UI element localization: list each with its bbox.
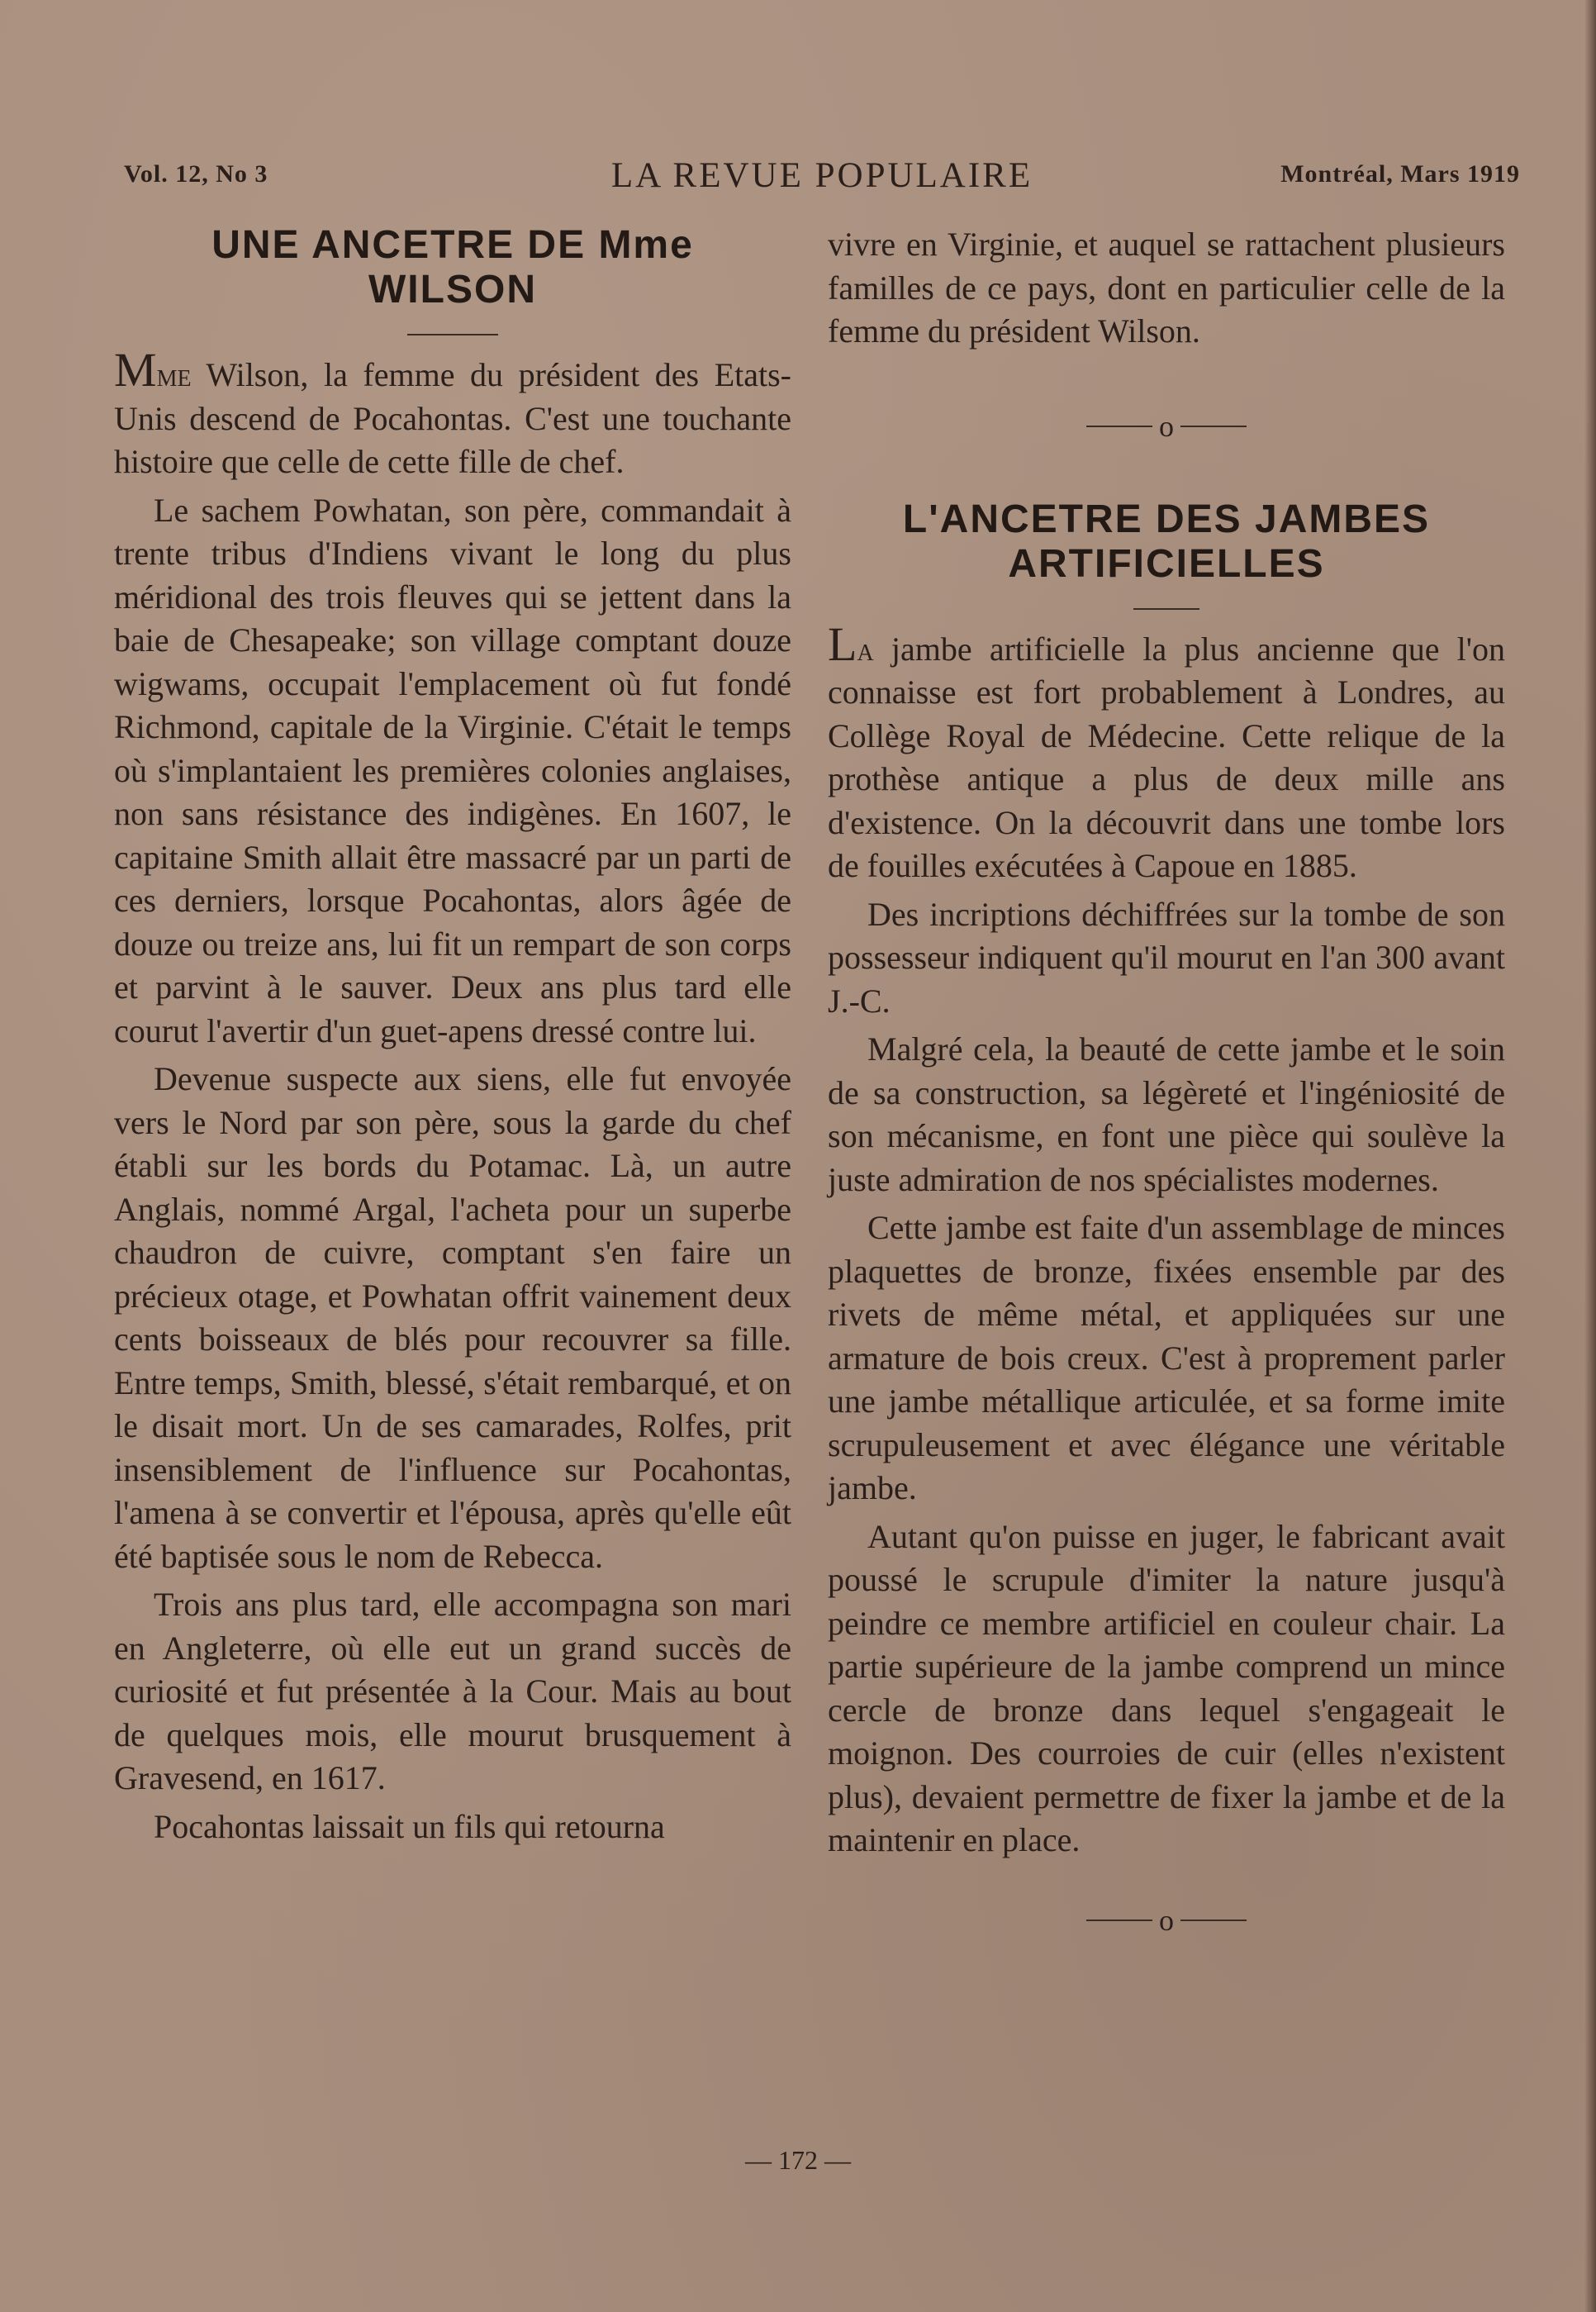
paragraph: Cette jambe est faite d'un assemblage de minces plaquettes de bronze, fixées ensemble par des rivets de même métal, et appliquées sur une armature de bois creux. C'est à proprement parler une jambe métallique articulée, et sa forme imite scrupuleusement et avec élégance une véritable jambe.: [828, 1209, 1505, 1506]
separator-line: [1180, 1920, 1247, 1921]
article-title-line: WILSON: [368, 268, 537, 312]
article-title-line: L'ANCETRE DES JAMBES: [902, 497, 1431, 541]
separator-mark: o: [1159, 1903, 1174, 1937]
paragraph: Trois ans plus tard, elle accompagna son mari en Angleterre, où elle eut un grand succès de curiosité et fut présentée à la Cour. Mais au bout de quelques mois, elle mourut brusquement à Gravesend, en 1617.: [114, 1586, 791, 1796]
right-column: [828, 223, 1505, 1945]
initial-letter: L: [828, 616, 857, 671]
paragraph: Autant qu'on puisse en juger, le fabricant avait poussé le scrupule d'imiter la nature jusqu'à peindre ce membre artificiel en couleur chair. La partie supérieure de la jambe comprend un mince cercle de bronze dans lequel s'engageait le moignon. Des courroies de cuir (elles n'existent plus), devaient permettre de fixer la jambe et de la maintenir en place.: [828, 1517, 1505, 1858]
page-edge-shadow: [1584, 0, 1596, 2312]
paragraph: [114, 343, 791, 484]
paragraph-continuation: vivre en Virginie, et auquel se rattachent plusieurs familles de ce pays, dont en particulier celle de la femme du président Wilson.: [828, 226, 1505, 350]
separator-line: [1086, 1920, 1152, 1921]
journal-title: LA REVUE POPULAIRE: [610, 156, 1033, 195]
paragraph: Devenue suspecte aux siens, elle fut envoyée vers le Nord par son père, sous la garde du chef établi sur les bords du Potamac. Là, un autre Anglais, nommé Argal, l'acheta pour un superbe chaudron de cuivre, comptant s'en faire un précieux otage, et Powhatan offrit vainement deux cents boisseaux de blés pour recouvrer sa fille. Entre temps, Smith, blessé, s'était rembarqué, et on le disait mort. Un de ses camarades, Rolfes, prit insensiblement de l'influence sur Pocahontas, l'amena à se convertir et l'épousa, après qu'elle eût été baptisée sous le nom de Rebecca.: [114, 1060, 791, 1575]
title-rule: [1133, 608, 1199, 610]
paragraph: Pocahontas laissait un fils qui retourna: [154, 1807, 665, 1845]
paragraph-text: jambe artificielle la plus ancienne que l'on connaisse est fort probablement à Londres, au Collège Royal de Médecine. Cette relique de la prothèse antique a plus de deux mille ans d'existence. On la découvrit dans une tombe lors de fouilles exécutées à Capoue en 1885.: [828, 630, 1505, 884]
small-caps-text: a: [857, 630, 874, 668]
section-separator: [828, 402, 1505, 451]
small-caps-text: me: [156, 356, 192, 393]
paragraph: [828, 616, 1505, 888]
left-column: [114, 223, 791, 1853]
title-rule: [407, 334, 498, 335]
page-number: — 172 —: [745, 2145, 851, 2175]
paragraph: Malgré cela, la beauté de cette jambe et le soin de sa construction, sa légèreté et l'ingéniosité de son mécanisme, en font une pièce qui soulève la juste admiration de nos spécialistes modernes.: [828, 1030, 1505, 1198]
article-title-jambes: [828, 497, 1505, 587]
paragraph: Des incriptions déchiffrées sur la tombe de son possesseur indiquent qu'il mourut en l'an 300 avant J.-C.: [828, 895, 1505, 1020]
article-title-line: ARTIFICIELLES: [1008, 541, 1325, 586]
separator-line: [1086, 426, 1152, 427]
separator-line: [1180, 426, 1247, 427]
issue-date: Montréal, Mars 1919: [1280, 160, 1520, 188]
volume-number: Vol. 12, No 3: [124, 160, 268, 188]
initial-letter: M: [114, 343, 157, 397]
separator-mark: o: [1159, 409, 1174, 443]
section-separator: [828, 1896, 1505, 1945]
running-header: [124, 155, 1520, 202]
article-title-wilson: [114, 223, 791, 312]
paragraph: Le sachem Powhatan, son père, commandait à trente tribus d'Indiens vivant le long du plus méridional des trois fleuves qui se jettent dans la baie de Chesapeake; son village comptant douze wigwams, occupait l'emplacement où fut fondé Richmond, capitale de la Virginie. C'était le temps où s'implantaient les premières colonies anglaises, non sans résistance des indigènes. En 1607, le capitaine Smith allait être massacré par un parti de ces derniers, lorsque Pocahontas, alors âgée de douze ou treize ans, lui fit un rempart de son corps et parvint à le sauver. Deux ans plus tard elle courut l'avertir d'un guet-apens dressé contre lui.: [114, 491, 791, 1049]
article-title-line: UNE ANCETRE DE Mme: [211, 223, 694, 267]
paragraph-text: Wilson, la femme du président des Etats-Unis descend de Pocahontas. C'est une touchante histoire que celle de cette fille de chef.: [114, 356, 791, 480]
